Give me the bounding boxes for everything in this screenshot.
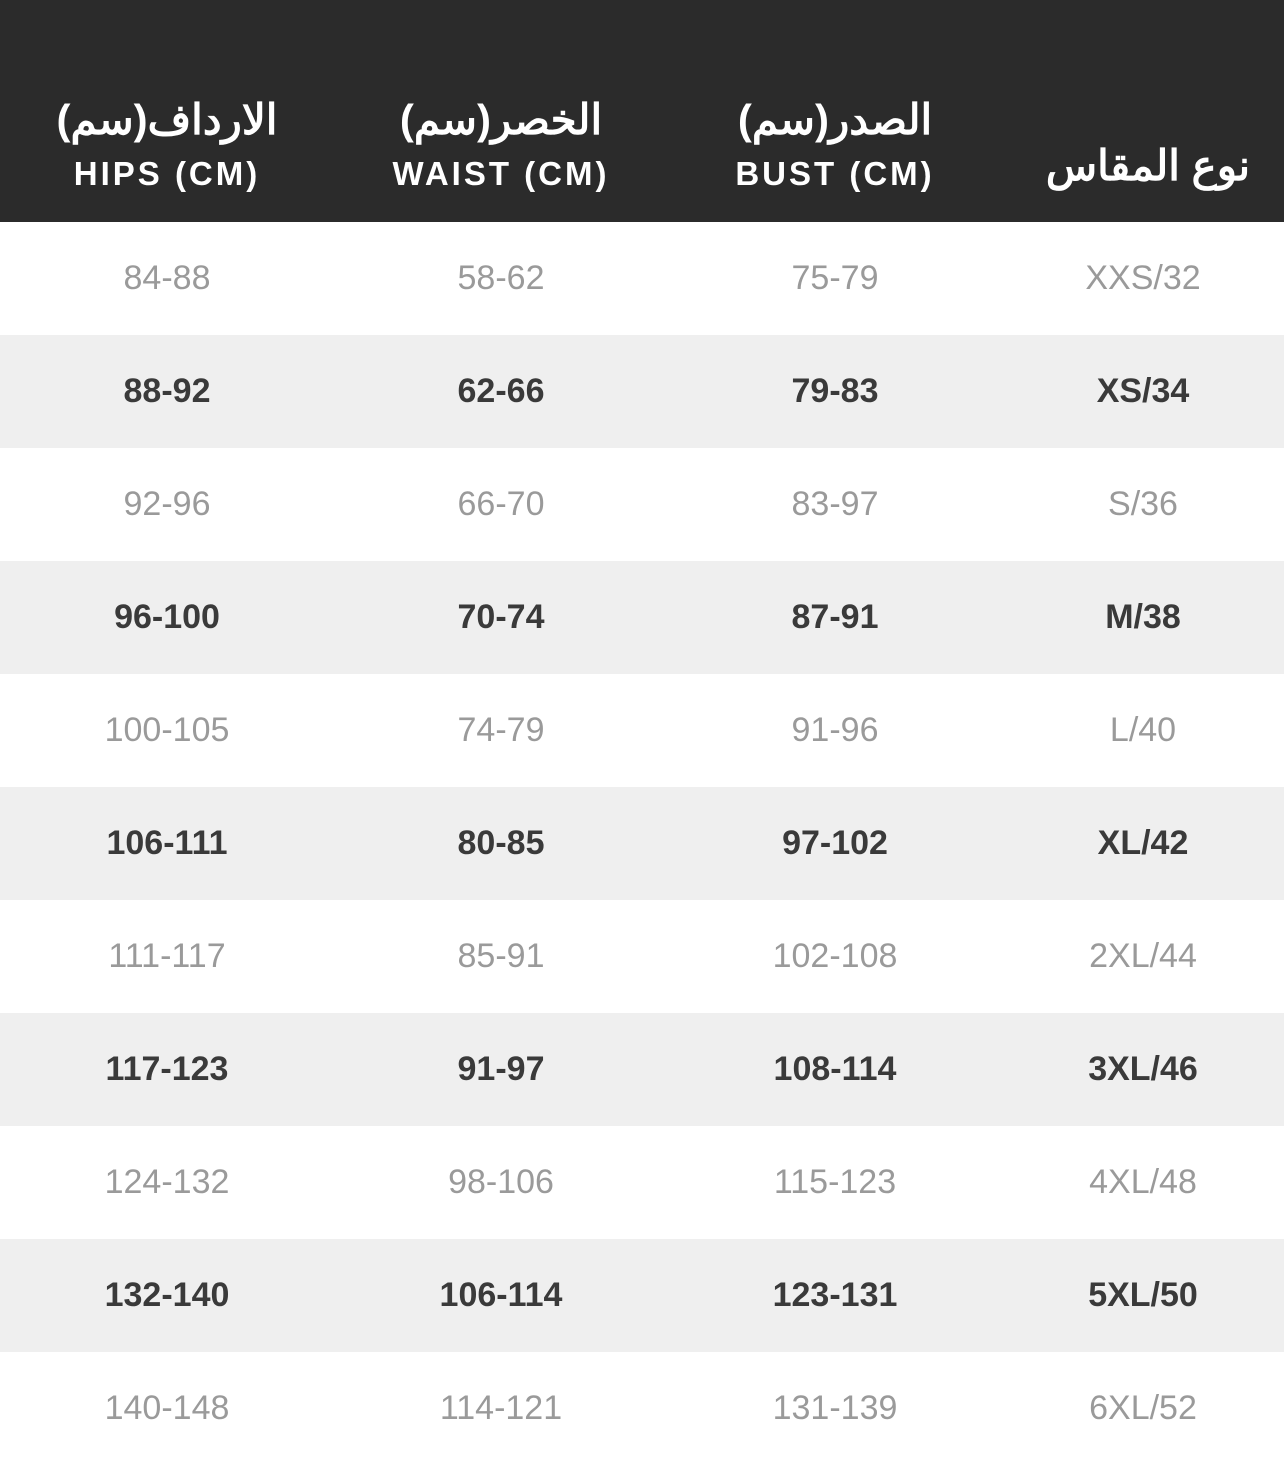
column-header-bust-arabic: الصدر(سم) — [737, 96, 933, 144]
cell-hips: 84-88 — [123, 259, 211, 297]
table-row — [0, 674, 1284, 787]
cell-hips: 140-148 — [104, 1389, 230, 1427]
cell-waist: 70-74 — [457, 598, 545, 636]
table-row — [0, 1352, 1284, 1465]
column-header-waist-arabic: الخصر(سم) — [399, 96, 603, 144]
column-header-waist-english: WAIST (CM) — [392, 155, 610, 193]
cell-bust: 75-79 — [791, 259, 879, 297]
cell-bust: 91-96 — [791, 711, 879, 749]
table-body — [0, 222, 1284, 1465]
table-row — [0, 1126, 1284, 1239]
column-header-hips — [0, 96, 334, 194]
table-row — [0, 787, 1284, 900]
cell-waist: 98-106 — [448, 1163, 554, 1201]
column-header-waist — [334, 96, 668, 194]
column-header-hips-english: HIPS (CM) — [73, 155, 261, 193]
cell-waist: 58-62 — [457, 259, 545, 297]
cell-bust: 83-97 — [791, 485, 879, 523]
cell-hips: 96-100 — [114, 598, 220, 636]
table-header-row — [0, 0, 1284, 222]
cell-waist: 62-66 — [457, 372, 545, 410]
cell-size: S/36 — [1108, 485, 1178, 523]
cell-bust: 97-102 — [782, 824, 888, 862]
column-header-bust — [668, 96, 1002, 194]
column-header-size — [1002, 142, 1284, 194]
cell-hips: 132-140 — [104, 1276, 230, 1314]
cell-hips: 92-96 — [123, 485, 211, 523]
cell-size: XXS/32 — [1085, 259, 1201, 297]
table-row — [0, 1013, 1284, 1126]
cell-size: 6XL/52 — [1089, 1389, 1197, 1427]
cell-bust: 123-131 — [772, 1276, 898, 1314]
cell-size: 5XL/50 — [1088, 1276, 1198, 1314]
cell-hips: 111-117 — [108, 937, 226, 975]
cell-waist: 91-97 — [457, 1050, 545, 1088]
cell-bust: 79-83 — [791, 372, 879, 410]
cell-waist: 85-91 — [457, 937, 545, 975]
cell-waist: 80-85 — [457, 824, 545, 862]
cell-hips: 100-105 — [104, 711, 230, 749]
table-row — [0, 448, 1284, 561]
table-row — [0, 900, 1284, 1013]
cell-size: L/40 — [1109, 711, 1177, 749]
cell-bust: 87-91 — [791, 598, 879, 636]
cell-bust: 115-123 — [773, 1163, 897, 1201]
cell-waist: 114-121 — [439, 1389, 563, 1427]
cell-size: 3XL/46 — [1088, 1050, 1198, 1088]
cell-hips: 117-123 — [105, 1050, 229, 1088]
table-row — [0, 561, 1284, 674]
cell-bust: 108-114 — [773, 1050, 897, 1088]
column-header-bust-english: BUST (CM) — [735, 155, 935, 193]
cell-waist: 106-114 — [439, 1276, 563, 1314]
cell-size: XL/42 — [1097, 824, 1189, 862]
column-header-hips-arabic: الارداف(سم) — [56, 96, 278, 144]
cell-size: 2XL/44 — [1089, 937, 1197, 975]
cell-hips: 88-92 — [123, 372, 211, 410]
cell-bust: 131-139 — [772, 1389, 898, 1427]
cell-waist: 66-70 — [457, 485, 545, 523]
cell-hips: 124-132 — [104, 1163, 230, 1201]
cell-size: M/38 — [1105, 598, 1181, 636]
cell-size: 4XL/48 — [1089, 1163, 1197, 1201]
cell-bust: 102-108 — [772, 937, 898, 975]
table-row — [0, 335, 1284, 448]
table-row — [0, 222, 1284, 335]
cell-hips: 106-111 — [106, 824, 228, 862]
cell-waist: 74-79 — [457, 711, 545, 749]
cell-size: XS/34 — [1096, 372, 1190, 410]
column-header-size-arabic: نوع المقاس — [1045, 141, 1251, 189]
table-row — [0, 1239, 1284, 1352]
